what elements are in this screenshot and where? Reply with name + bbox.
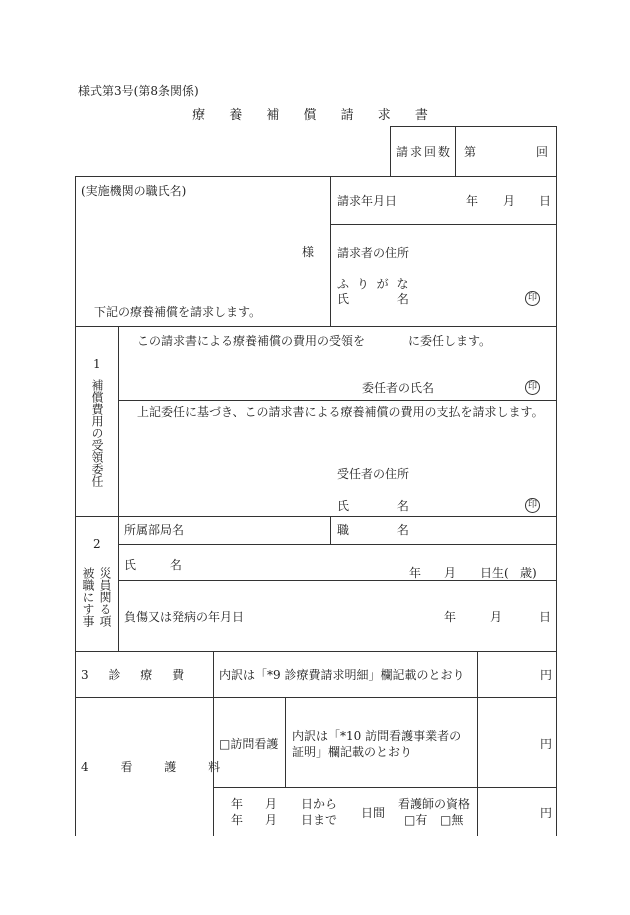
injury-date-label: 負傷又は発病の年月日 — [124, 610, 245, 624]
section3-label: 3 診 療 費 — [81, 668, 185, 682]
request-text: 下記の療養補償を請求します。 — [94, 305, 262, 319]
delegatee-seal: 印 — [525, 498, 540, 513]
section2-vertical-col2: 災員関る項 — [98, 567, 112, 627]
from-month[interactable]: 月 — [265, 797, 278, 811]
home-nursing-checkbox[interactable]: □訪問看護 — [219, 737, 279, 751]
claimant-seal: 印 — [525, 291, 540, 306]
from-suffix: 日から — [301, 797, 338, 811]
section4-label: 4 看 護 料 — [81, 760, 221, 774]
injury-day[interactable]: 日 — [539, 610, 552, 624]
delegator-name-label: 委任者の氏名 — [362, 381, 435, 395]
section3-detail: 内訳は「*9 診療費請求明細」欄記載のとおり — [219, 668, 465, 682]
section1-vertical-label: 補償費用の受領委任 — [90, 379, 104, 487]
furigana-label: ふ り が な — [337, 277, 411, 291]
to-year[interactable]: 年 — [231, 813, 244, 827]
delegate-text-b: に委任します。 — [408, 334, 492, 348]
sama-label: 様 — [302, 245, 315, 259]
birth-month[interactable]: 月 — [444, 566, 457, 580]
claimant-name-label: 氏 名 — [337, 292, 409, 306]
page-title: 療 養 補 償 請 求 書 — [192, 108, 438, 123]
section3-yen[interactable]: 円 — [540, 668, 553, 682]
claim-date-label: 請求年月日 — [337, 194, 398, 208]
delegate-claim-text: 上記委任に基づき、この請求書による療養補償の費用の支払を請求します。 — [137, 405, 544, 419]
qualification-no-checkbox[interactable]: □無 — [440, 813, 464, 827]
section4-detail-line1: 内訳は「*10 訪問看護事業者の — [292, 729, 462, 743]
claim-count-kai[interactable]: 回 — [536, 145, 549, 159]
official-name-label: (実施機関の職氏名) — [81, 184, 187, 198]
days-label: 日間 — [361, 806, 386, 820]
claim-date-day[interactable]: 日 — [539, 194, 552, 208]
birth-suffix: 日生( — [480, 566, 509, 580]
claim-date-year[interactable]: 年 — [466, 194, 479, 208]
from-year[interactable]: 年 — [231, 797, 244, 811]
delegator-seal: 印 — [525, 380, 540, 395]
form-number: 様式第3号(第8条関係) — [78, 84, 199, 98]
section1-number: 1 — [93, 357, 101, 371]
birth-year[interactable]: 年 — [409, 566, 422, 580]
delegate-text-a: この請求書による療養補償の費用の受領を — [137, 334, 366, 348]
claim-count-label: 請求回数 — [396, 145, 453, 159]
dept-label: 所属部局名 — [124, 523, 185, 537]
to-suffix: 日まで — [301, 813, 338, 827]
delegatee-address-label: 受任者の住所 — [337, 467, 410, 481]
delegatee-name-label: 氏 名 — [337, 499, 409, 513]
employee-name-label: 氏 名 — [124, 558, 182, 572]
injury-month[interactable]: 月 — [490, 610, 503, 624]
position-label: 職 名 — [337, 523, 409, 537]
section4-yen-1[interactable]: 円 — [540, 737, 553, 751]
to-month[interactable]: 月 — [265, 813, 278, 827]
qualification-label: 看護師の資格 — [398, 797, 471, 811]
section4-yen-2[interactable]: 円 — [540, 806, 553, 820]
claim-date-month[interactable]: 月 — [503, 194, 516, 208]
section4-detail-line2: 証明」欄記載のとおり — [292, 745, 413, 759]
injury-year[interactable]: 年 — [444, 610, 457, 624]
section2-vertical-col1: 被職にす事 — [81, 567, 95, 627]
claim-count-dai: 第 — [464, 145, 477, 159]
age-field[interactable]: 歳) — [520, 566, 537, 580]
section2-number: 2 — [93, 537, 101, 551]
qualification-yes-checkbox[interactable]: □有 — [404, 813, 428, 827]
claimant-address-label: 請求者の住所 — [337, 246, 410, 260]
